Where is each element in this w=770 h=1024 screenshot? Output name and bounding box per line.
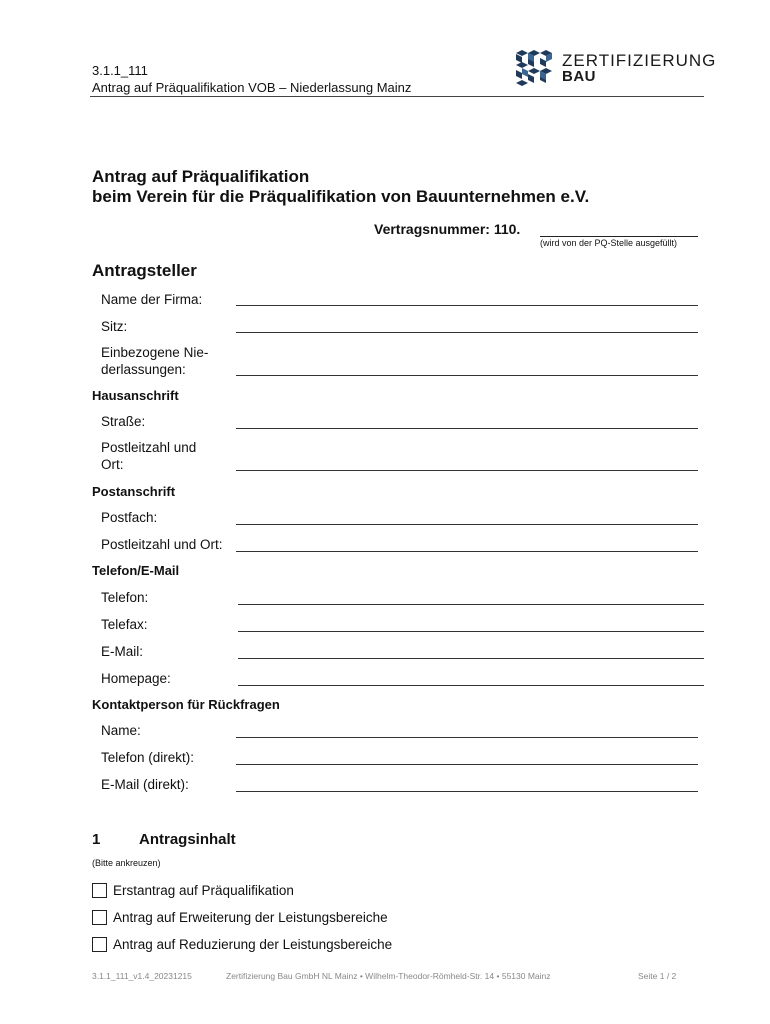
- street-label: Straße:: [101, 414, 146, 429]
- homepage-label: Homepage:: [101, 671, 171, 686]
- contract-number-label: Vertragsnummer: 110.: [374, 221, 521, 237]
- seat-field[interactable]: [236, 332, 698, 333]
- contact-person-heading: Kontaktperson für Rückfragen: [92, 697, 280, 712]
- person-name-field[interactable]: [236, 737, 698, 738]
- logo-text-zertifizierung: ZERTIFIZIERUNG: [562, 51, 717, 70]
- title-line-1: Antrag auf Präqualifikation: [92, 167, 310, 186]
- postcode-city-field[interactable]: [236, 470, 698, 471]
- person-phone-field[interactable]: [236, 764, 698, 765]
- logo-text-bau: BAU: [562, 68, 596, 85]
- checkbox[interactable]: [92, 910, 107, 925]
- section-number: 1: [92, 831, 101, 848]
- contract-number-field[interactable]: [540, 236, 698, 237]
- document-code: 3.1.1_111: [92, 63, 148, 78]
- contract-number-note: (wird von der PQ-Stelle ausgefüllt): [540, 238, 678, 248]
- person-phone-label: Telefon (direkt):: [101, 750, 195, 765]
- phone-field[interactable]: [238, 604, 704, 605]
- footer-version: 3.1.1_111_v1.4_20231215: [92, 971, 192, 981]
- applicant-heading: Antragsteller: [92, 261, 197, 280]
- page-title: [92, 167, 589, 207]
- option-label: Erstantrag auf Präqualifikation: [113, 882, 294, 898]
- option-extension[interactable]: [92, 908, 388, 926]
- option-label: Antrag auf Reduzierung der Leistungsbereiche: [113, 936, 393, 952]
- branches-field[interactable]: [236, 375, 698, 376]
- checkbox-hint: (Bitte ankreuzen): [92, 858, 161, 868]
- footer-company: Zertifizierung Bau GmbH NL Mainz • Wilhelm-Theodor-Römheld-Str. 14 • 55130 Mainz: [226, 971, 551, 981]
- phone-label: Telefon:: [101, 590, 149, 605]
- fax-field[interactable]: [238, 631, 704, 632]
- street-field[interactable]: [236, 428, 698, 429]
- postal-address-heading: Postanschrift: [92, 484, 176, 499]
- title-line-2: beim Verein für die Präqualifikation von Bauunternehmen e.V.: [92, 187, 590, 206]
- homepage-field[interactable]: [238, 685, 704, 686]
- contact-heading: Telefon/E-Mail: [92, 563, 180, 578]
- company-name-field[interactable]: [236, 305, 698, 306]
- person-name-label: Name:: [101, 723, 141, 738]
- company-name-label: Name der Firma:: [101, 292, 203, 307]
- fax-label: Telefax:: [101, 617, 148, 632]
- option-label: Antrag auf Erweiterung der Leistungsbereiche: [113, 909, 388, 925]
- po-box-field[interactable]: [236, 524, 698, 525]
- option-reduction[interactable]: [92, 935, 392, 953]
- cube-pattern-icon: [514, 48, 554, 88]
- checkbox[interactable]: [92, 883, 107, 898]
- header-divider: [90, 96, 704, 97]
- document-subtitle: Antrag auf Präqualifikation VOB – Niederlassung Mainz: [92, 80, 412, 95]
- checkbox[interactable]: [92, 937, 107, 952]
- email-label: E-Mail:: [101, 644, 144, 659]
- email-field[interactable]: [238, 658, 704, 659]
- branches-label: Einbezogene Nie- derlassungen:: [101, 345, 209, 377]
- zertifizierung-bau-logo: [514, 48, 717, 88]
- footer-page: Seite 1 / 2: [638, 971, 677, 981]
- po-box-label: Postfach:: [101, 510, 158, 525]
- option-first-application[interactable]: [92, 881, 294, 899]
- po-postcode-city-field[interactable]: [236, 551, 698, 552]
- house-address-heading: Hausanschrift: [92, 388, 179, 403]
- po-postcode-city-label: Postleitzahl und Ort:: [101, 537, 223, 552]
- seat-label: Sitz:: [101, 319, 128, 334]
- section-title: Antragsinhalt: [139, 831, 236, 848]
- person-email-field[interactable]: [236, 791, 698, 792]
- postcode-city-label: Postleitzahl und Ort:: [101, 440, 197, 472]
- person-email-label: E-Mail (direkt):: [101, 777, 189, 792]
